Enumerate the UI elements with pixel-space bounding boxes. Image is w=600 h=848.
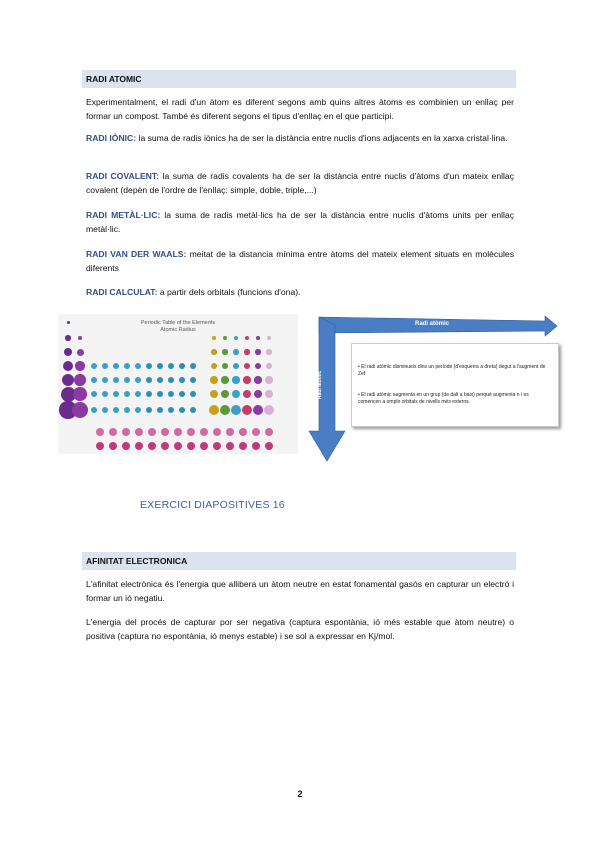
element-dot	[265, 390, 274, 399]
element-dot	[266, 349, 271, 354]
element-dot	[91, 391, 98, 398]
element-dot	[91, 363, 98, 370]
element-dot	[255, 349, 260, 354]
intro-paragraph: Experimentalment, el radi d'un àtom es diferent segons amb quins altres àtoms es combinien un enllaç per formar un compost. També és diferent segons el tipus d'enllaç en el que participi.	[86, 97, 514, 121]
element-dot	[211, 363, 217, 369]
element-dot	[168, 363, 175, 370]
page-number: 2	[297, 789, 303, 799]
definition-metallic	[86, 208, 514, 236]
exercise-caption: EXERCICI DIAPOSITIVES 16	[140, 499, 285, 511]
section-heading-afinitat: AFINITAT ELECTRONICA	[82, 552, 516, 570]
element-dot	[168, 407, 175, 414]
element-dot	[102, 377, 109, 384]
definition-covalent	[86, 169, 514, 197]
element-dot	[64, 348, 72, 356]
element-dot	[223, 336, 227, 340]
term-metallic: RADI METÀL·LIC:	[86, 210, 161, 220]
element-dot	[102, 407, 109, 414]
element-dot	[265, 376, 273, 384]
vertical-arrow-label: Radi atòmic	[317, 370, 323, 399]
element-dot	[157, 391, 164, 398]
element-dot	[146, 391, 153, 398]
element-dot	[244, 363, 250, 369]
element-dot	[124, 407, 131, 414]
element-dot	[157, 407, 164, 414]
element-dot	[179, 407, 186, 414]
element-dot	[243, 376, 251, 384]
text-ionic: la suma de radis iònics ha de ser la distància entre nuclis d'ions adjacents en la xarxa cristal·lina.	[136, 133, 508, 143]
element-dot	[174, 442, 182, 450]
element-dot	[209, 405, 219, 415]
element-dot	[78, 336, 83, 341]
text-covalent: la suma de radis covalents ha de ser la distància entre nuclis d'àtoms d'un mateix enllaç covalent (depèn de l'ordre de l'enllaç: simple, doble, triple,...)	[86, 171, 514, 195]
element-dot	[168, 377, 175, 384]
element-dot	[146, 363, 153, 370]
periodic-table-figure	[58, 314, 298, 454]
element-dot	[200, 442, 208, 450]
element-dot	[161, 428, 169, 436]
element-dot	[233, 363, 239, 369]
element-dot	[73, 387, 87, 401]
element-dot	[226, 428, 234, 436]
definition-ionic	[86, 131, 514, 145]
element-dot	[91, 377, 98, 384]
element-dot	[179, 363, 186, 370]
element-dot	[113, 363, 120, 370]
element-dot	[62, 374, 75, 387]
element-dot	[124, 377, 131, 384]
element-dot	[254, 390, 263, 399]
element-dot	[220, 405, 230, 415]
element-dot	[124, 391, 131, 398]
element-dot	[265, 428, 273, 436]
element-dot	[135, 442, 143, 450]
element-dot	[96, 428, 104, 436]
element-dot	[72, 402, 88, 418]
element-dot	[253, 405, 263, 415]
element-dot	[161, 442, 169, 450]
definition-vanderwaals	[86, 247, 514, 275]
element-dot	[264, 405, 274, 415]
element-dot	[244, 349, 249, 354]
element-dot	[65, 335, 70, 340]
element-dot	[210, 376, 218, 384]
element-dot	[210, 390, 219, 399]
element-dot	[190, 363, 197, 370]
element-dot	[102, 363, 109, 370]
element-dot	[190, 407, 197, 414]
element-dot	[113, 407, 120, 414]
element-dot	[187, 428, 195, 436]
element-dot	[63, 361, 73, 371]
element-dot	[91, 407, 98, 414]
element-dot	[245, 336, 249, 340]
term-calculat: RADI CALCULAT:	[86, 287, 158, 297]
trend-bullet-2: • El radi atòmic augmenta en un grup (de dalt a baix) perquè augmenta n i es comencen a omplir orbitals de nivells més externs.	[358, 392, 529, 405]
element-dot	[221, 376, 229, 384]
section-heading-radi: RADI ATOMIC	[82, 70, 516, 88]
element-dot	[179, 391, 186, 398]
element-dot	[67, 321, 70, 324]
element-dot	[122, 442, 130, 450]
element-dot	[256, 336, 260, 340]
term-vanderwaals: RADI VAN DER WAALS:	[86, 249, 187, 259]
element-dot	[109, 442, 117, 450]
element-dot	[135, 363, 142, 370]
element-dot	[254, 376, 262, 384]
text-calculat: a partir dels orbitals (funcions d'ona).	[157, 287, 301, 297]
element-dot	[135, 391, 142, 398]
element-dot	[267, 336, 271, 340]
afinitat-paragraph-1: L'afinitat electrònica és l'energia que allibera un àtom neutre en estat fonamental gasós en capturar un electró i formar un ió negatiu.	[86, 579, 514, 603]
element-dot	[77, 349, 84, 356]
trend-bullet-1-text: El radi atòmic disminueix dins un període (d'esquerra a dreta) degut a l'augment de Zef	[358, 364, 546, 377]
element-dot	[255, 363, 261, 369]
pt-title-line1: Periodic Table of the Elements	[140, 320, 216, 326]
element-dot	[222, 363, 228, 369]
element-dot	[190, 391, 197, 398]
definition-calculat	[86, 285, 514, 299]
element-dot	[75, 361, 84, 370]
element-dot	[200, 428, 208, 436]
element-dot	[96, 442, 104, 450]
element-dot	[265, 442, 273, 450]
trend-explanation-box	[351, 343, 559, 427]
element-dot	[252, 428, 260, 436]
element-dot	[168, 391, 175, 398]
element-dot	[231, 405, 241, 415]
element-dot	[187, 442, 195, 450]
element-dot	[211, 349, 216, 354]
element-dot	[234, 336, 238, 340]
element-dot	[157, 363, 164, 370]
element-dot	[213, 428, 221, 436]
element-dot	[102, 391, 109, 398]
element-dot	[174, 428, 182, 436]
afinitat-paragraph-2: L'energia del procés de capturar por ser negativa (captura espontània, ió més estable que àtom neutre) o positiva (captura no espontània, ió menys estable) i se sol a expressar en Kj/mol.	[86, 617, 514, 641]
element-dot	[135, 407, 142, 414]
horizontal-arrow-label: Radi atòmic	[415, 321, 450, 327]
element-dot	[213, 442, 221, 450]
element-dot	[242, 405, 252, 415]
term-ionic: RADI IÒNIC:	[86, 133, 137, 143]
element-dot	[148, 442, 156, 450]
element-dot	[221, 390, 230, 399]
element-dot	[226, 442, 234, 450]
element-dot	[74, 374, 85, 385]
element-dot	[239, 442, 247, 450]
text-vanderwaals: meitat de la distancia mínima entre àtoms del mateix element situats en molècules diferents	[86, 249, 514, 273]
element-dot	[252, 442, 260, 450]
element-dot	[232, 376, 240, 384]
element-dot	[157, 377, 164, 384]
radius-trend-diagram	[305, 313, 563, 463]
element-dot	[239, 428, 247, 436]
element-dot	[146, 377, 153, 384]
element-dot	[148, 428, 156, 436]
element-dot	[124, 363, 131, 370]
term-covalent: RADI COVALENT:	[86, 171, 160, 181]
trend-bullet-2-text: El radi atòmic augmenta en un grup (de dalt a baix) perquè augmenta n i es comencen a omplir orbitals de nivells més externs.	[358, 392, 529, 405]
trend-bullet-1: • El radi atòmic disminueix dins un període (d'esquerra a dreta) degut a l'augment de Zef	[358, 364, 546, 377]
element-dot	[122, 428, 130, 436]
element-dot	[135, 377, 142, 384]
text-metallic: la suma de radis metàl·lics ha de ser la distància entre nuclis d'àtoms units per enllaç metàl·lic.	[86, 210, 514, 234]
element-dot	[190, 377, 197, 384]
element-dot	[113, 391, 120, 398]
element-dot	[233, 349, 238, 354]
pt-title-line2: Atomic Radius	[160, 327, 196, 333]
element-dot	[266, 363, 272, 369]
element-dot	[222, 349, 227, 354]
element-dot	[146, 407, 153, 414]
element-dot	[243, 390, 252, 399]
element-dot	[232, 390, 241, 399]
element-dot	[135, 428, 143, 436]
periodic-table-title	[58, 320, 298, 334]
element-dot	[212, 336, 216, 340]
vertical-arrow	[309, 317, 345, 461]
element-dot	[113, 377, 120, 384]
element-dot	[179, 377, 186, 384]
element-dot	[109, 428, 117, 436]
